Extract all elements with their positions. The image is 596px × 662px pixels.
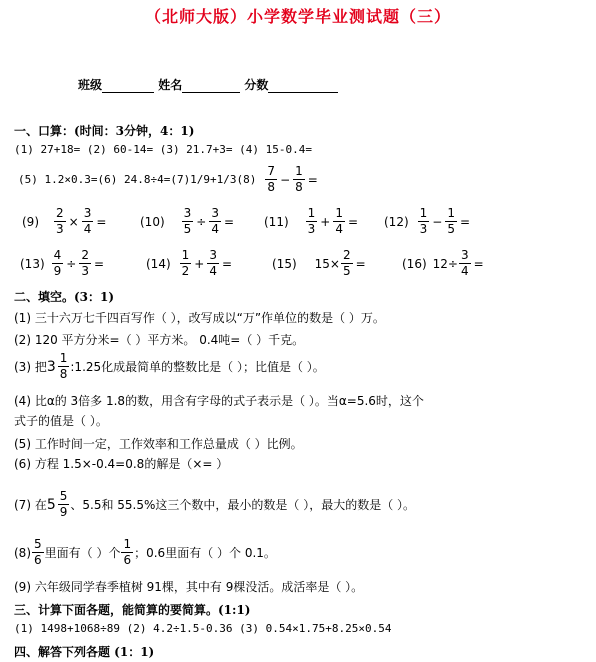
s2-question-4-line1: (4) 比α的 3倍多 1.8的数，用含有字母的式子表示是（ ）。当α=5.6时，这个: [14, 394, 424, 408]
section3-heading: 三、计算下面各题，能简算的要简算。(1:1): [14, 603, 251, 617]
section1-row2: (5) 1.2×0.3=(6) 24.8÷4=(7)1/9+1/3(8) $\frac{7}{8}$ − $\frac{1}{8}$ =: [18, 164, 318, 194]
page-title: （北师大版）小学数学毕业测试题（三）: [144, 7, 451, 26]
fraction: $\frac{7}{8}$: [267, 164, 276, 194]
q13-expression: (13) $\frac{4}{9}$ ÷ $\frac{2}{3}$ =: [20, 248, 105, 278]
section3-row: (1) 1498+1068÷89 (2) 4.2÷1.5-0.36 (3) 0.54×1.75+8.25×0.54: [14, 622, 392, 635]
name-blank[interactable]: [182, 80, 240, 93]
q11-expression: (11) $\frac{1}{3}$ + $\frac{1}{4}$ =: [264, 206, 359, 236]
s2-question-5: (5) 工作时间一定，工作效率和工作总量成（ ）比例。: [14, 437, 303, 451]
row2-text: (5) 1.2×0.3=(6) 24.8÷4=(7)1/9+1/3(8): [18, 173, 257, 186]
s2-question-8: (8) $\frac{5}{6}$ 里面有（ ）个 $\frac{1}{6}$ ；0.6里面有（ ）个 0.1。: [14, 537, 276, 567]
s2-question-3: (3) 把 3 $\frac{1}{8}$ :1.25化成最简单的整数比是（ ）；比值是（ ）。: [14, 351, 325, 381]
s2-question-1: (1) 三十六万七千四百写作（ ），改写成以“万”作单位的数是（ ）万。: [14, 311, 385, 325]
q14-expression: (14) $\frac{1}{2}$ + $\frac{3}{4}$ =: [146, 248, 233, 278]
s2-question-2: (2) 120 平方分米=（ ）平方米。 0.4吨=（ ）千克。: [14, 333, 305, 347]
class-blank[interactable]: [102, 80, 154, 93]
section2-heading: 二、填空。(3：1): [14, 290, 115, 304]
score-label: 分数: [244, 78, 269, 92]
section1-row1: (1) 27+18= (2) 60-14= (3) 21.7+3= (4) 15-0.4=: [14, 143, 313, 156]
class-label: 班级: [78, 78, 103, 92]
section1-heading: 一、口算：(时间：3分钟，4：1): [14, 124, 195, 138]
s2-question-4-line2: 式子的值是（ ）。: [14, 414, 108, 428]
section4-heading: 四、解答下列各题 (1：1): [14, 645, 155, 659]
q12-expression: (12) $\frac{1}{3}$ − $\frac{1}{5}$ =: [384, 206, 471, 236]
s2-question-6: (6) 方程 1.5×-0.4=0.8的解是（×= ）: [14, 457, 229, 471]
q10-expression: (10) $\frac{3}{5}$ ÷ $\frac{3}{4}$ =: [140, 206, 235, 236]
q16-expression: (16) 12÷ $\frac{3}{4}$ =: [402, 248, 484, 278]
s2-question-7: (7) 在 5 $\frac{5}{9}$ 、5.5和 55.5%这三个数中，最小的数是（ ），最大的数是（ ）。: [14, 489, 416, 519]
name-label: 姓名: [158, 78, 183, 92]
student-info-line: [78, 76, 338, 93]
score-blank[interactable]: [268, 80, 338, 93]
q15-expression: (15) 15× $\frac{2}{5}$ =: [272, 248, 366, 278]
fraction: $\frac{1}{8}$: [295, 164, 303, 194]
q9-expression: (9) $\frac{2}{3}$ × $\frac{3}{4}$ =: [22, 206, 107, 236]
s2-question-9: (9) 六年级同学春季植树 91棵，其中有 9棵没活。成活率是（ ）。: [14, 580, 364, 594]
